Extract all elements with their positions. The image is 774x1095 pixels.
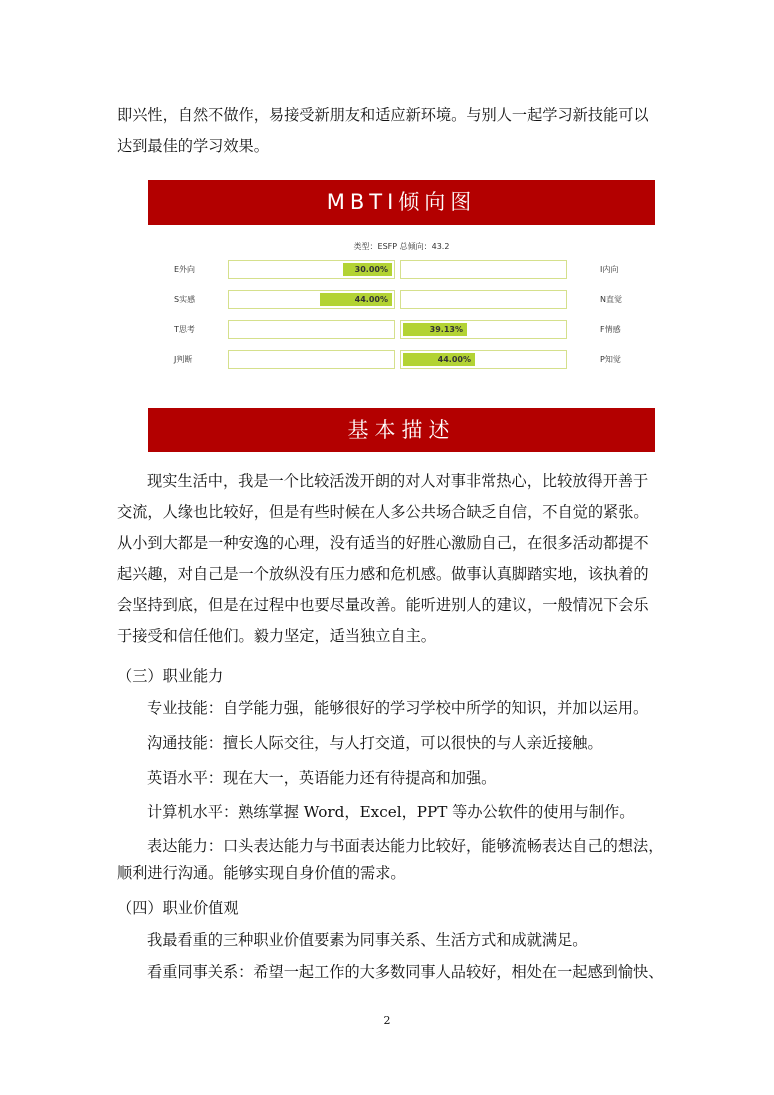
mbti-bar-fill: 30.00% xyxy=(343,263,392,276)
basic-description-banner: 基本描述 xyxy=(148,408,655,452)
mbti-bar-track-left xyxy=(228,260,395,279)
description-line: 现实生活中，我是一个比较活泼开朗的对人对事非常热心，比较放得开善于 xyxy=(147,472,649,490)
ability-item: 英语水平：现在大一，英语能力还有待提高和加强。 xyxy=(147,769,497,787)
mbti-right-label: P知觉 xyxy=(600,355,621,364)
intro-line-1: 即兴性，自然不做作，易接受新朋友和适应新环境。与别人一起学习新技能可以 xyxy=(117,106,649,124)
mbti-left-label: T思考 xyxy=(174,325,195,334)
mbti-chart-subtitle: 类型：ESFP 总倾向：43.2 xyxy=(353,242,450,251)
mbti-bar-fill: 39.13% xyxy=(403,323,467,336)
mbti-right-label: N直觉 xyxy=(600,295,622,304)
mbti-bar-track-right xyxy=(400,290,567,309)
mbti-bar-track-left xyxy=(228,320,395,339)
intro-line-2: 达到最佳的学习效果。 xyxy=(117,137,269,155)
mbti-bar-track-left xyxy=(228,350,395,369)
mbti-chart xyxy=(148,225,655,385)
mbti-left-label: J判断 xyxy=(174,355,193,364)
mbti-bar-track-right xyxy=(400,260,567,279)
values-item: 看重同事关系：希望一起工作的大多数同事人品较好，相处在一起感到愉快、 xyxy=(147,963,664,981)
description-line: 起兴趣，对自己是一个放纵没有压力感和危机感。做事认真脚踏实地，该执着的 xyxy=(117,565,649,583)
section-heading-values: （四）职业价值观 xyxy=(117,899,239,917)
mbti-bar-fill: 44.00% xyxy=(320,293,392,306)
ability-item: 计算机水平：熟练掌握 Word，Excel，PPT 等办公软件的使用与制作。 xyxy=(147,803,635,821)
ability-item: 沟通技能：擅长人际交往，与人打交道，可以很快的与人亲近接触。 xyxy=(147,734,603,752)
description-line: 于接受和信任他们。毅力坚定，适当独立自主。 xyxy=(117,627,436,645)
mbti-banner: MBTI倾向图 xyxy=(148,180,655,225)
mbti-right-label: I内向 xyxy=(600,265,619,274)
ability-item: 专业技能：自学能力强，能够很好的学习学校中所学的知识，并加以运用。 xyxy=(147,699,649,717)
section-heading-ability: （三）职业能力 xyxy=(117,667,224,685)
ability-continuation: 顺利进行沟通。能够实现自身价值的需求。 xyxy=(117,864,406,882)
mbti-right-label: F情感 xyxy=(600,325,621,334)
values-item: 我最看重的三种职业价值要素为同事关系、生活方式和成就满足。 xyxy=(147,931,588,949)
ability-item: 表达能力：口头表达能力与书面表达能力比较好，能够流畅表达自己的想法， xyxy=(147,837,664,855)
mbti-bar-fill: 44.00% xyxy=(403,353,475,366)
mbti-left-label: S实感 xyxy=(174,295,196,304)
page-number: 2 xyxy=(383,1014,391,1027)
description-line: 会坚持到底，但是在过程中也要尽量改善。能听进别人的建议，一般情况下会乐 xyxy=(117,596,649,614)
mbti-bar-track-right xyxy=(400,350,567,369)
description-line: 交流，人缘也比较好，但是有些时候在人多公共场合缺乏自信，不自觉的紧张。 xyxy=(117,503,649,521)
mbti-bar-track-left xyxy=(228,290,395,309)
description-line: 从小到大都是一种安逸的心理，没有适当的好胜心激励自己，在很多活动都提不 xyxy=(117,534,649,552)
mbti-left-label: E外向 xyxy=(174,265,196,274)
mbti-bar-track-right xyxy=(400,320,567,339)
